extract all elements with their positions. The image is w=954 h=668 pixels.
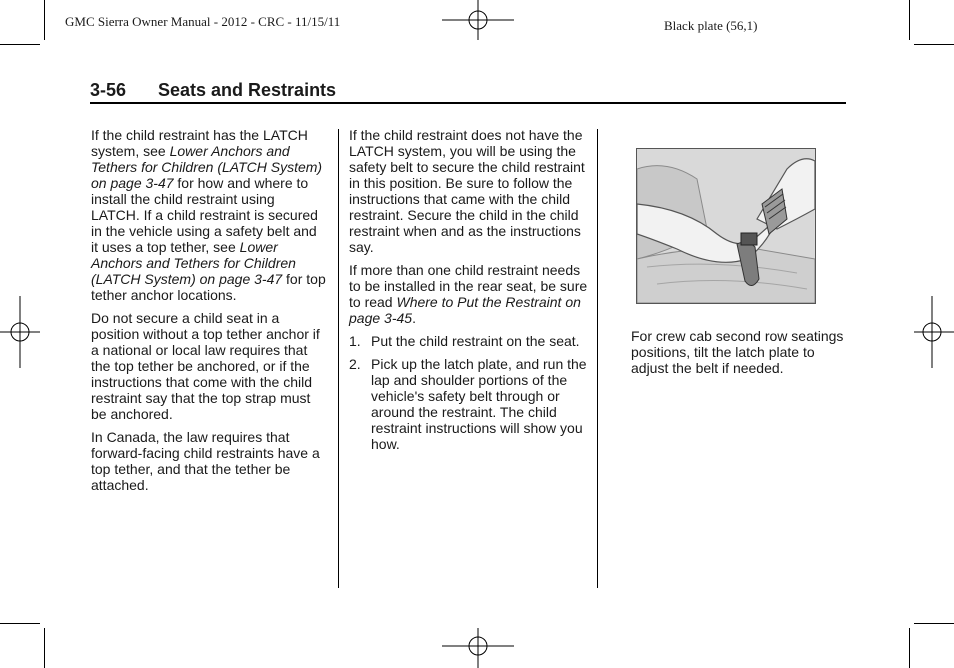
paragraph-multiple-restraints: If more than one child restraint needs to be installed in the rear seat, be sure to read Where to Put the Restraint on page 3-45.	[349, 262, 588, 326]
registration-mark-right	[914, 296, 954, 368]
page-header	[90, 80, 846, 104]
cross-reference: Lower Anchors and Tethers for Children (LATCH System) on page 3-47	[91, 143, 323, 191]
paragraph-latch-system: If the child restraint has the LATCH system, see Lower Anchors and Tethers for Children (LATCH System) on page 3-47 for how and where to install the child restraint using LATCH. If a child restraint is secured in the vehicle using a safety belt and it uses a top tether, see Lower Anchors and Tethers for Children (LATCH System) on page 3-47 for top tether anchor locations.	[91, 127, 326, 303]
paragraph-no-latch: If the child restraint does not have the LATCH system, you will be using the safety belt to secure the child restraint in this position. Be sure to follow the instructions that came with the child restraint. Secure the child in the child restraint when and as the instructions say.	[349, 127, 585, 255]
slug-left: GMC Sierra Owner Manual - 2012 - CRC - 11/15/11	[65, 14, 341, 29]
paragraph-top-tether: Do not secure a child seat in a position without a top tether anchor if a national or local law requires that the top tether be anchored, or if the instructions that come with the child restraint say that the top strap must be anchored.	[91, 310, 320, 422]
section-title: Seats and Restraints	[158, 80, 337, 100]
registration-mark-top	[442, 0, 514, 40]
column-divider	[338, 129, 339, 588]
cross-reference: Where to Put the Restraint on page 3-45	[349, 294, 581, 326]
list-item: 1. Put the child restraint on the seat.	[349, 333, 580, 349]
page-number: 3-56	[90, 80, 127, 100]
registration-mark-left	[0, 296, 40, 368]
column-divider	[597, 129, 598, 588]
slug-right: Black plate (56,1)	[664, 18, 758, 33]
cross-reference: Lower Anchors and Tethers for Children (LATCH System) on page 3-47	[91, 239, 296, 287]
list-item: 2. Pick up the latch plate, and run the lap and shoulder portions of the vehicle's safety belt through or around the restraint. The child restraint instructions will show you how.	[349, 356, 587, 452]
figure-caption: For crew cab second row seatings positions, tilt the latch plate to adjust the belt if needed.	[631, 328, 844, 376]
registration-mark-bottom	[442, 628, 514, 668]
latch-plate-illustration	[636, 148, 816, 304]
column-1	[91, 127, 327, 500]
paragraph-canada-law: In Canada, the law requires that forward-facing child restraints have a top tether, and that the tether be attached.	[91, 429, 320, 493]
column-2	[349, 127, 589, 459]
